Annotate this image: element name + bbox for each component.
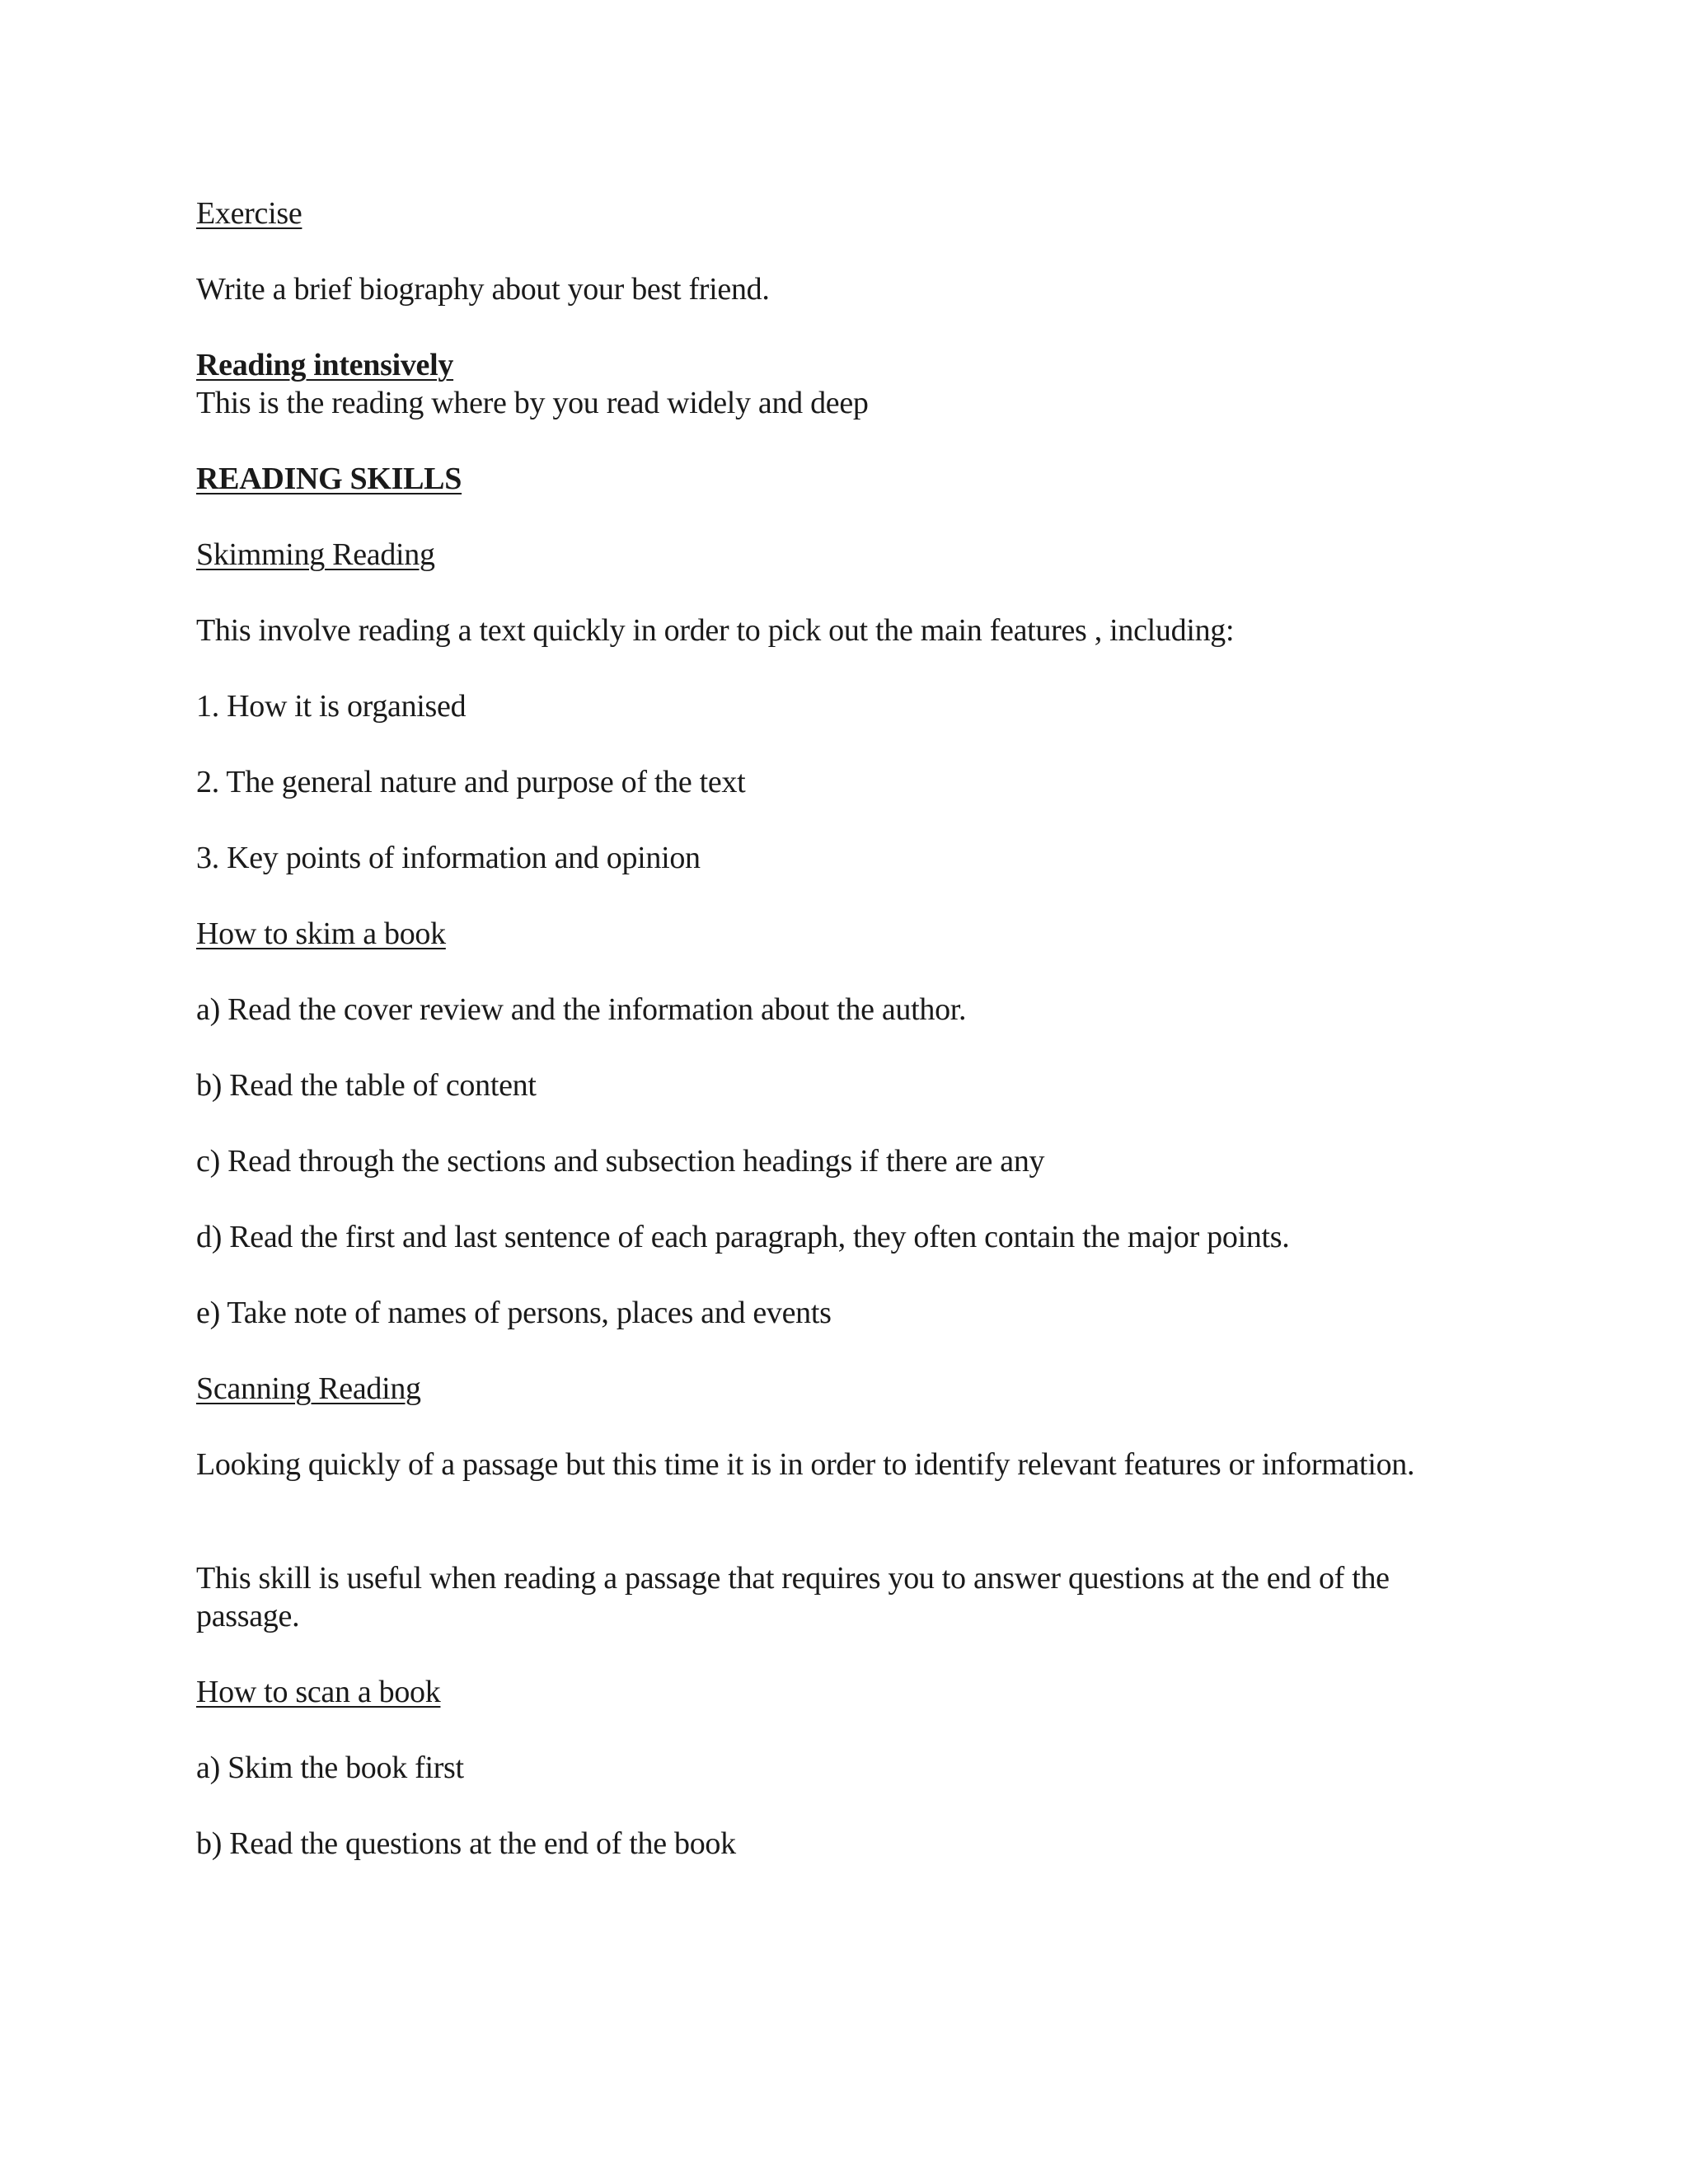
- reading-skills-heading: READING SKILLS: [196, 462, 462, 496]
- skim-step-item: e) Take note of names of persons, places and events: [196, 1296, 832, 1330]
- skim-step-item: c) Read through the sections and subsection headings if there are any: [196, 1144, 1045, 1179]
- reading-intensively-heading: Reading intensively: [196, 348, 454, 382]
- reading-intensively-definition: This is the reading where by you read widely and deep: [196, 386, 869, 420]
- exercise-instruction: Write a brief biography about your best friend.: [196, 272, 770, 307]
- scan-step-item: a) Skim the book first: [196, 1750, 464, 1785]
- skim-step-item: b) Read the table of content: [196, 1068, 537, 1103]
- exercise-heading: Exercise: [196, 196, 302, 231]
- scan-step-item: b) Read the questions at the end of the book: [196, 1826, 736, 1861]
- scanning-usefulness: This skill is useful when reading a passage that requires you to answer questions at the end of the passage.: [196, 1561, 1390, 1633]
- skimming-intro: This involve reading a text quickly in order to pick out the main features , including:: [196, 613, 1235, 648]
- scanning-intro: Looking quickly of a passage but this time it is in order to identify relevant features or information.: [196, 1447, 1415, 1482]
- scan-how-heading: How to scan a book: [196, 1675, 441, 1709]
- skim-step-item: d) Read the first and last sentence of each paragraph, they often contain the major points.: [196, 1220, 1290, 1254]
- skimming-heading: Skimming Reading: [196, 537, 435, 572]
- skimming-feature-item: 3. Key points of information and opinion: [196, 841, 701, 875]
- skim-step-item: a) Read the cover review and the information about the author.: [196, 992, 967, 1027]
- skimming-feature-item: 1. How it is organised: [196, 689, 467, 724]
- scanning-heading: Scanning Reading: [196, 1371, 421, 1406]
- skim-how-heading: How to skim a book: [196, 916, 446, 951]
- skimming-feature-item: 2. The general nature and purpose of the text: [196, 765, 746, 799]
